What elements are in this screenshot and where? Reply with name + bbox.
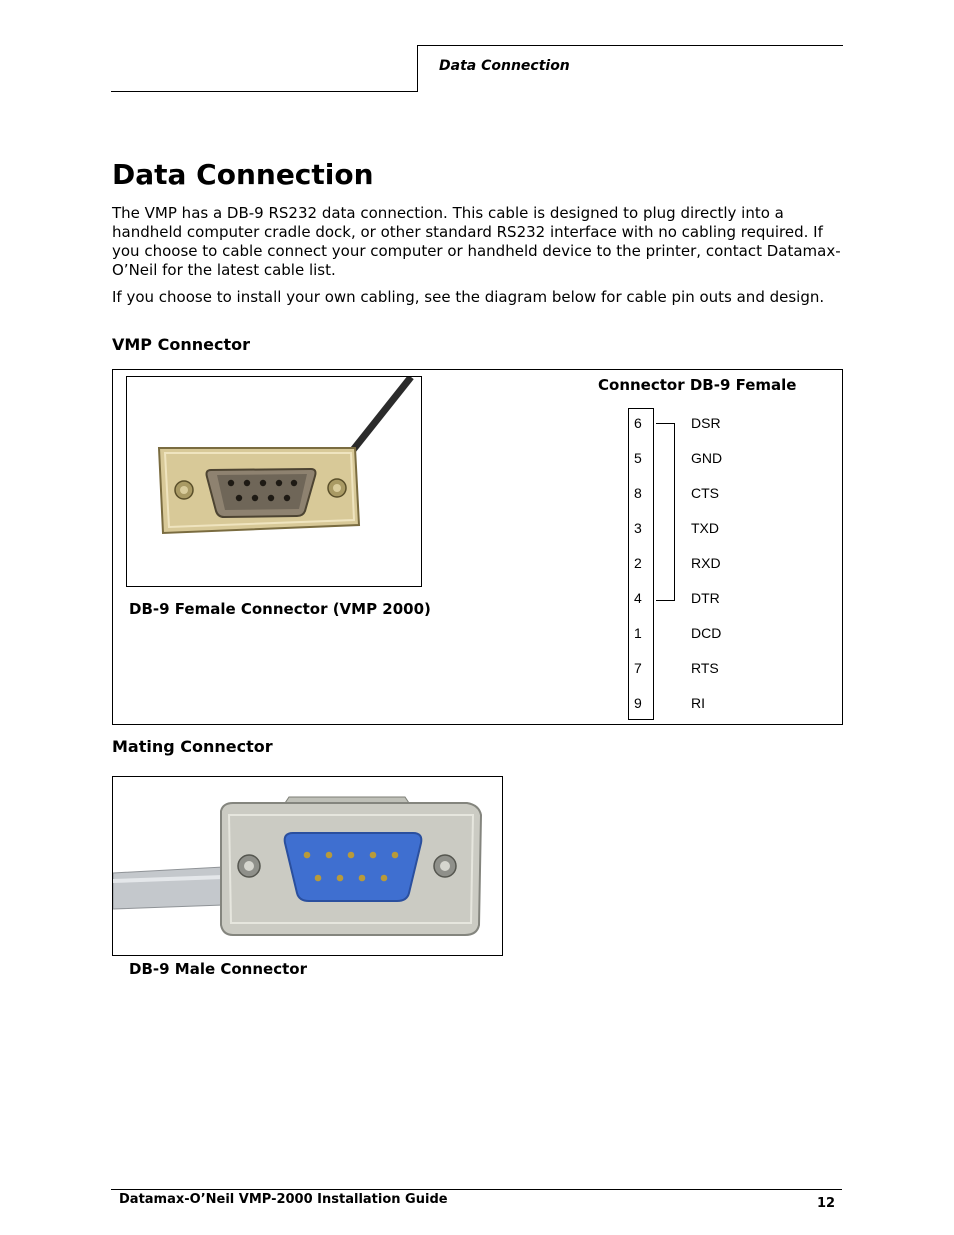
pin-signal: RI bbox=[691, 695, 705, 711]
running-header-section: Data Connection bbox=[439, 58, 570, 74]
pin-signal: RXD bbox=[691, 555, 721, 571]
pin-number: 7 bbox=[634, 660, 642, 676]
pin-signal: GND bbox=[691, 450, 723, 466]
pin-number: 3 bbox=[634, 520, 642, 536]
male-connector-caption: DB-9 Male Connector bbox=[129, 960, 307, 978]
body-paragraph-2: If you choose to install your own cabling, see the diagram below for cable pin outs and design. bbox=[112, 288, 825, 306]
page-title: Data Connection bbox=[112, 158, 374, 191]
db9-female-connector-icon bbox=[127, 377, 421, 586]
db9-male-connector-photo bbox=[112, 776, 503, 956]
pin-number: 2 bbox=[634, 555, 642, 571]
pin-number: 5 bbox=[634, 450, 642, 466]
pin-signal: CTS bbox=[691, 485, 719, 501]
pin-number: 9 bbox=[634, 695, 642, 711]
dsr-dtr-jumper-bracket bbox=[656, 423, 675, 601]
mating-connector-heading: Mating Connector bbox=[112, 737, 273, 756]
pin-signal: DSR bbox=[691, 415, 721, 431]
page-number: 12 bbox=[817, 1196, 836, 1211]
db9-male-connector-icon bbox=[113, 777, 502, 955]
db9-female-connector-photo bbox=[126, 376, 422, 587]
pin-number: 8 bbox=[634, 485, 642, 501]
vmp-connector-heading: VMP Connector bbox=[112, 335, 250, 354]
female-connector-caption: DB-9 Female Connector (VMP 2000) bbox=[129, 600, 431, 618]
pin-number: 6 bbox=[634, 415, 642, 431]
footer-rule bbox=[111, 1189, 842, 1190]
footer-document-title: Datamax-O’Neil VMP-2000 Installation Guide bbox=[119, 1192, 448, 1207]
pin-number: 4 bbox=[634, 590, 642, 606]
pin-signal: TXD bbox=[691, 520, 719, 536]
pin-number: 1 bbox=[634, 625, 642, 641]
pin-signal: DCD bbox=[691, 625, 722, 641]
pinout-title: Connector DB-9 Female bbox=[598, 376, 797, 394]
pin-signal: RTS bbox=[691, 660, 719, 676]
body-paragraph-1: The VMP has a DB-9 RS232 data connection. This cable is designed to plug directly into a handheld computer cradle dock, or other standard RS232 interface with no cabling required. If you choose to cable connect your computer or handheld device to the printer, contact Datamax-O’Neil for the latest cable list. bbox=[112, 204, 841, 279]
header-left-rule bbox=[111, 91, 417, 92]
pin-signal: DTR bbox=[691, 590, 720, 606]
